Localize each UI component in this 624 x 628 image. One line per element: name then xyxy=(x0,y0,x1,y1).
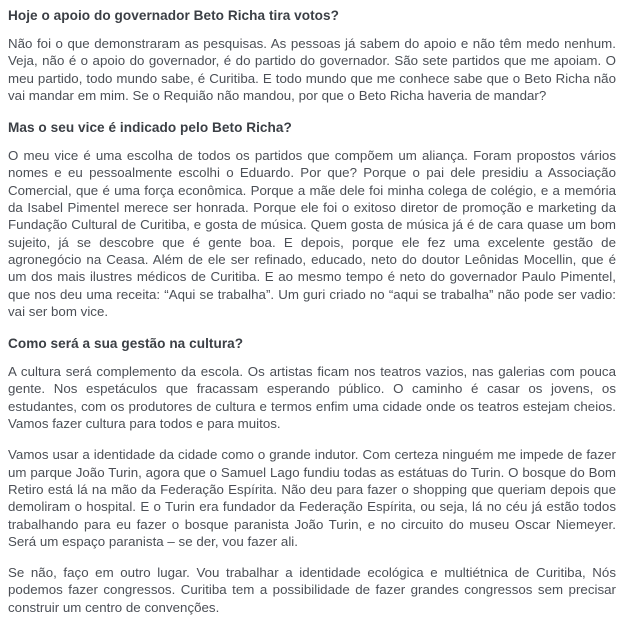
interview-answer-3-paragraph-1: A cultura será complemento da escola. Os artistas ficam nos teatros vazios, nas galerias com pouca gente. Nos espetáculos que fracassam esperando público. O caminho é casar os jovens, os estudantes, com os produtores de cultura e termos enfim uma cidade onde os teatros estejam cheios. Vamos fazer cultura para todos e para muitos. xyxy=(8,364,616,432)
interview-answer-3-paragraph-3: Se não, faço em outro lugar. Vou trabalhar a identidade ecológica e multiétnica de Curitiba, Nós podemos fazer congressos. Curitiba tem a possibilidade de fazer grandes congressos sem precisar construir um centro de convenções. xyxy=(8,565,616,615)
interview-answer-3-paragraph-2: Vamos usar a identidade da cidade como o grande indutor. Com certeza ninguém me impede de fazer um parque João Turin, agora que o Samuel Lago fundiu todas as estátuas do Turin. O bosque do Bom Retiro está lá na mão da Federação Espírita. Não deu para fazer o shopping que queriam depois que demoliram o hospital. E o Turin era fundador da Federação Espírita, ou seja, lá no céu já estão todos trabalhando para eu fazer o bosque paranista João Turin, e no circuito do museu Oscar Niemeyer. Será um espaço paranista – se der, vou fazer ali. xyxy=(8,447,616,549)
interview-question-3: Como será a sua gestão na cultura? xyxy=(8,336,244,352)
interview-question-2: Mas o seu vice é indicado pelo Beto Richa? xyxy=(8,120,292,136)
interview-answer-2: O meu vice é uma escolha de todos os partidos que compõem um aliança. Foram propostos vários nomes e eu pessoalmente escolhi o Eduardo. Por que? Porque o pai dele presidiu a Associação Comercial, que é uma força econômica. Porque a mãe dele foi minha colega de colégio, e a memória da Isabel Pimentel merece ser honrada. Porque ele foi o exitoso diretor de promoção e marketing da Fundação Cultural de Curitiba, e gosta de música. Quem gosta de música já é de cara quase um bom sujeito, já se descobre que é gente boa. E depois, porque ele fez uma excelente gestão de agronegócio na Ceasa. Além de ele ser refinado, educado, neto do doutor Leônidas Mocellin, que é um dos mais ilustres médicos de Curitiba. E ao mesmo tempo é neto do governador Paulo Pimentel, que nos deu uma receita: “Aqui se trabalha”. Um guri criado no “aqui se trabalha” não pode ser vadio: vai ser bom vice. xyxy=(8,148,616,319)
interview-answer-1: Não foi o que demonstraram as pesquisas. As pessoas já sabem do apoio e não têm medo nenhum. Veja, não é o apoio do governador, é do partido do governador. São sete partidos que me apoiam. O meu partido, todo mundo sabe, é Curitiba. E todo mundo que me conhece sabe que o Beto Richa não vai mandar em mim. Se o Requião não mandou, por que o Beto Richa haveria de mandar? xyxy=(8,36,616,103)
interview-question-1: Hoje o apoio do governador Beto Richa tira votos? xyxy=(8,8,339,23)
